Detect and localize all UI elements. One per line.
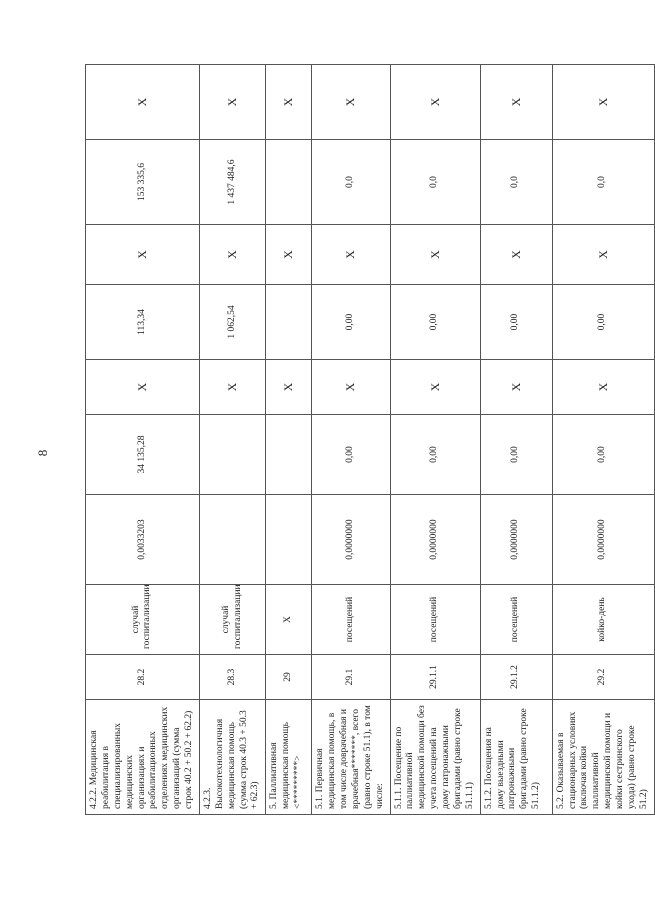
cost-norm	[266, 415, 312, 495]
row-number: 29.2	[552, 655, 654, 700]
cost-norm: 0,00	[390, 415, 480, 495]
row-number: 28.3	[199, 655, 265, 700]
cell-col10: X	[390, 65, 480, 140]
row-description: 4.2.3. Высокотехнологичная медицинская помощь (сумма строк 40.3 + 50.3 + 62.3)	[199, 700, 265, 815]
table-row	[480, 65, 552, 815]
table-row	[312, 65, 390, 815]
table-row	[266, 65, 312, 815]
rotated-table-wrapper	[85, 65, 649, 815]
cell-col6: X	[199, 360, 265, 415]
cost-norm: 34 135,28	[86, 415, 200, 495]
cost-norm: 0,00	[480, 415, 552, 495]
total-cost: 0,0	[312, 140, 390, 225]
total-cost: 0,0	[390, 140, 480, 225]
cell-col10: X	[552, 65, 654, 140]
cell-col8: X	[199, 225, 265, 285]
cell-col6: X	[552, 360, 654, 415]
per-capita-norm: 0,00	[312, 285, 390, 360]
cell-col6: X	[480, 360, 552, 415]
cell-col8: X	[552, 225, 654, 285]
cell-col8: X	[480, 225, 552, 285]
cost-norm: 0,00	[312, 415, 390, 495]
total-cost	[266, 140, 312, 225]
table-row	[86, 65, 200, 815]
row-description: 5.1.2. Посещения на дому выездными патронажными бригадами (равно строке 51.1.2)	[480, 700, 552, 815]
volume-norm: 0,0033203	[86, 495, 200, 585]
volume-norm: 0,0000000	[552, 495, 654, 585]
per-capita-norm	[266, 285, 312, 360]
cell-col6: X	[312, 360, 390, 415]
unit-of-measure: посещений	[480, 585, 552, 655]
cell-col6: X	[266, 360, 312, 415]
row-number: 29.1	[312, 655, 390, 700]
per-capita-norm: 0,00	[552, 285, 654, 360]
cell-col8: X	[312, 225, 390, 285]
table-body	[86, 65, 655, 815]
per-capita-norm: 0,00	[480, 285, 552, 360]
cell-col8: X	[86, 225, 200, 285]
volume-norm: 0,0000000	[312, 495, 390, 585]
cost-norm	[199, 415, 265, 495]
total-cost: 0,0	[480, 140, 552, 225]
per-capita-norm: 113,34	[86, 285, 200, 360]
unit-of-measure: посещений	[312, 585, 390, 655]
per-capita-norm: 0,00	[390, 285, 480, 360]
cell-col8: X	[266, 225, 312, 285]
row-description: 4.2.2. Медицинская реабилитация в специализированных медицинских организациях и реабилитационных отделениях медицинских организаций (сумма строк 40.2 + 50.2 + 62.2)	[86, 700, 200, 815]
unit-of-measure: случай госпитализации	[86, 585, 200, 655]
cell-col10: X	[266, 65, 312, 140]
table-row	[199, 65, 265, 815]
row-number: 29	[266, 655, 312, 700]
unit-of-measure: койко-день	[552, 585, 654, 655]
cell-col10: X	[86, 65, 200, 140]
row-number: 28.2	[86, 655, 200, 700]
total-cost: 153 335,6	[86, 140, 200, 225]
row-description: 5.1. Первичная медицинская помощь, в том числе доврачебная и врачебная*******, всего (равно строке 51.1), в том числе:	[312, 700, 390, 815]
page-number: 8	[35, 449, 50, 457]
row-description: 5.2. Оказываемая в стационарных условиях (включая койки паллиативной медицинской помощи и койки сестринского ухода) (равно строке 51.2)	[552, 700, 654, 815]
total-cost: 1 437 484,6	[199, 140, 265, 225]
unit-of-measure: посещений	[390, 585, 480, 655]
table-row	[552, 65, 654, 815]
row-description: 5. Паллиативная медицинская помощь <*********>	[266, 700, 312, 815]
cell-col8: X	[390, 225, 480, 285]
cell-col10: X	[199, 65, 265, 140]
unit-of-measure: случай госпитализации	[199, 585, 265, 655]
per-capita-norm: 1 062,54	[199, 285, 265, 360]
cell-col6: X	[86, 360, 200, 415]
total-cost: 0,0	[552, 140, 654, 225]
medical-care-table	[85, 64, 655, 815]
volume-norm	[199, 495, 265, 585]
row-number: 29.1.2	[480, 655, 552, 700]
table-row	[390, 65, 480, 815]
cell-col10: X	[312, 65, 390, 140]
volume-norm: 0,0000000	[480, 495, 552, 585]
cell-col10: X	[480, 65, 552, 140]
row-description: 5.1.1. Посещение по паллиативной медицинской помощи без учета посещений на дому патронажными бригадами (равно строке 51.1.1)	[390, 700, 480, 815]
volume-norm	[266, 495, 312, 585]
unit-of-measure: X	[266, 585, 312, 655]
cell-col6: X	[390, 360, 480, 415]
cost-norm: 0,00	[552, 415, 654, 495]
row-number: 29.1.1	[390, 655, 480, 700]
volume-norm: 0,0000000	[390, 495, 480, 585]
